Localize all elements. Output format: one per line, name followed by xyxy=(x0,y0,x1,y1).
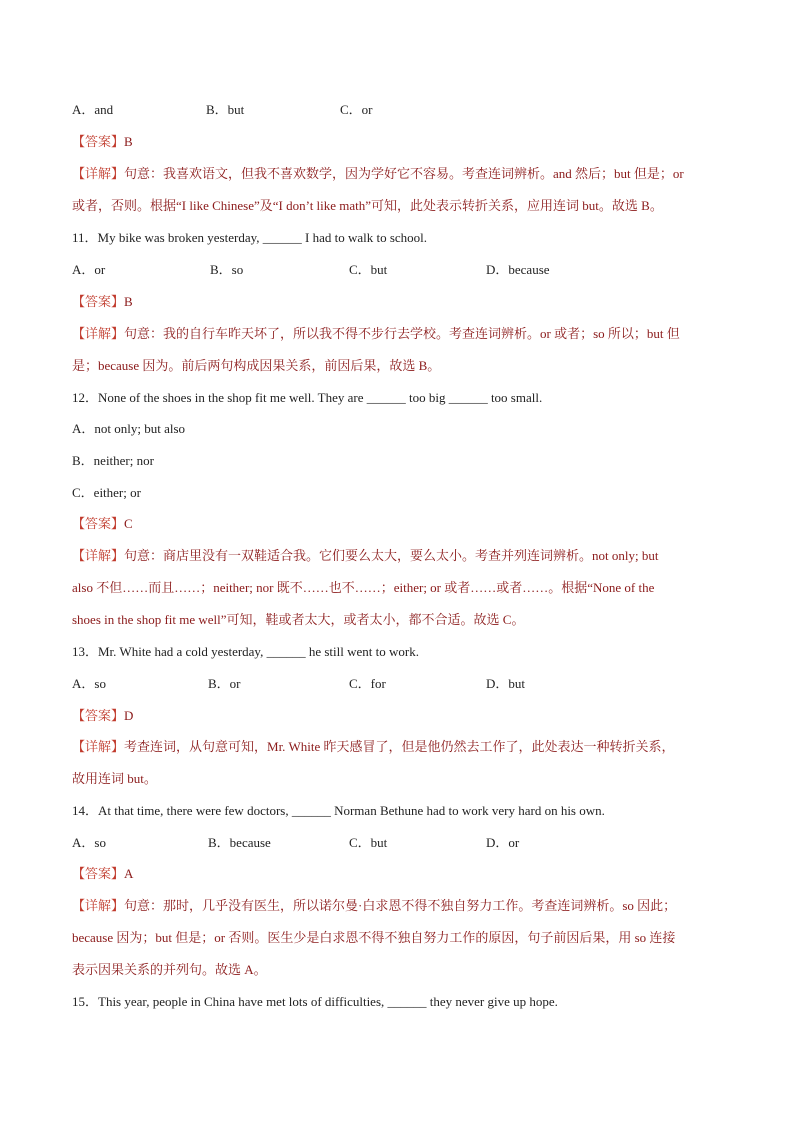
q13-option-b: B．or xyxy=(208,676,241,691)
q14-stem: 14．At that time, there were few doctors, ______ Norman Bethune had to work very hard on his own. xyxy=(72,803,605,818)
q14-option-c: C．but xyxy=(349,835,388,850)
q12-option-a: A．not only; but also xyxy=(72,421,186,436)
q11-option-a: A．or xyxy=(72,262,106,277)
q11-explanation-line-1 xyxy=(72,326,734,342)
q12-option-b: B．neither; nor xyxy=(72,453,154,468)
q10-explanation-line-1 xyxy=(72,166,734,182)
explain-tag: 【详解】 xyxy=(72,548,125,563)
q14-option-a: A．so xyxy=(72,835,106,850)
explain-text: 句意：我的自行车昨天坏了，所以我不得不步行去学校。考查连词辨析。or 或者；so 所以；but 但 xyxy=(124,326,680,341)
q13-explanation-line-2: 故用连词 but。 xyxy=(72,771,157,786)
q13-option-c: C．for xyxy=(349,676,386,691)
q14-explanation-line-1 xyxy=(72,898,734,914)
explain-tag: 【详解】 xyxy=(72,166,125,181)
answer-tag: 【答案】 xyxy=(72,516,125,531)
q12-option-c: C．either; or xyxy=(72,485,141,500)
q12-answer xyxy=(72,516,734,532)
q15-stem: 15．This year, people in China have met lots of difficulties, ______ they never give up hope. xyxy=(72,994,558,1009)
explain-tag: 【详解】 xyxy=(72,326,125,341)
q13-explanation-line-1 xyxy=(72,739,734,755)
explain-text: 句意：那时，几乎没有医生，所以诺尔曼·白求恩不得不独自努力工作。考查连词辨析。so 因此； xyxy=(124,898,677,913)
answer-value: C xyxy=(124,516,133,531)
explain-tag: 【详解】 xyxy=(72,898,125,913)
explain-text: 句意：商店里没有一双鞋适合我。它们要么太大，要么太小。考查并列连词辨析。not only; but xyxy=(124,548,659,563)
q10-explanation-line-2: 或者，否则。根据“I like Chinese”及“I don’t like math”可知，此处表示转折关系，应用连词 but。故选 B。 xyxy=(72,198,663,213)
q11-answer xyxy=(72,294,734,310)
q13-option-a: A．so xyxy=(72,676,106,691)
q10-option-c: C．or xyxy=(340,102,373,117)
q11-explanation-line-2: 是；because 因为。前后两句构成因果关系，前因后果，故选 B。 xyxy=(72,358,441,373)
q11-stem: 11．My bike was broken yesterday, ______ I had to walk to school. xyxy=(72,230,428,245)
q12-stem: 12．None of the shoes in the shop fit me well. They are ______ too big ______ too small. xyxy=(72,390,543,405)
q12-explanation-line-3: shoes in the shop fit me well”可知，鞋或者太大，或者太小，都不合适。故选 C。 xyxy=(72,612,525,627)
q14-answer xyxy=(72,866,734,882)
answer-value: A xyxy=(124,866,134,881)
q10-option-b: B．but xyxy=(206,102,245,117)
q12-explanation-line-1 xyxy=(72,548,734,564)
q14-option-b: B．because xyxy=(208,835,271,850)
q11-option-b: B．so xyxy=(210,262,244,277)
answer-value: B xyxy=(124,134,133,149)
q10-answer xyxy=(72,134,734,150)
answer-value: B xyxy=(124,294,133,309)
q10-option-a: A．and xyxy=(72,102,114,117)
q11-option-c: C．but xyxy=(349,262,388,277)
q13-stem: 13．Mr. White had a cold yesterday, ______ he still went to work. xyxy=(72,644,419,659)
q13-answer xyxy=(72,708,734,724)
q14-explanation-line-2: because 因为；but 但是；or 否则。医生少是白求恩不得不独自努力工作的原因，句子前因后果，用 so 连接 xyxy=(72,930,676,945)
answer-tag: 【答案】 xyxy=(72,866,125,881)
answer-tag: 【答案】 xyxy=(72,294,125,309)
answer-tag: 【答案】 xyxy=(72,708,125,723)
explain-tag: 【详解】 xyxy=(72,739,125,754)
explain-text: 句意：我喜欢语文，但我不喜欢数学，因为学好它不容易。考查连词辨析。and 然后；but 但是；or xyxy=(124,166,684,181)
q11-option-d: D．because xyxy=(486,262,550,277)
answer-tag: 【答案】 xyxy=(72,134,125,149)
explain-text: 考查连词，从句意可知，Mr. White 昨天感冒了，但是他仍然去工作了，此处表达一种转折关系， xyxy=(124,739,675,754)
q14-explanation-line-3: 表示因果关系的并列句。故选 A。 xyxy=(72,962,267,977)
q14-option-d: D．or xyxy=(486,835,520,850)
answer-value: D xyxy=(124,708,134,723)
q13-option-d: D．but xyxy=(486,676,526,691)
q12-explanation-line-2: also 不但……而且……；neither; nor 既不……也不……；either; or 或者……或者……。根据“None of the xyxy=(72,580,655,595)
